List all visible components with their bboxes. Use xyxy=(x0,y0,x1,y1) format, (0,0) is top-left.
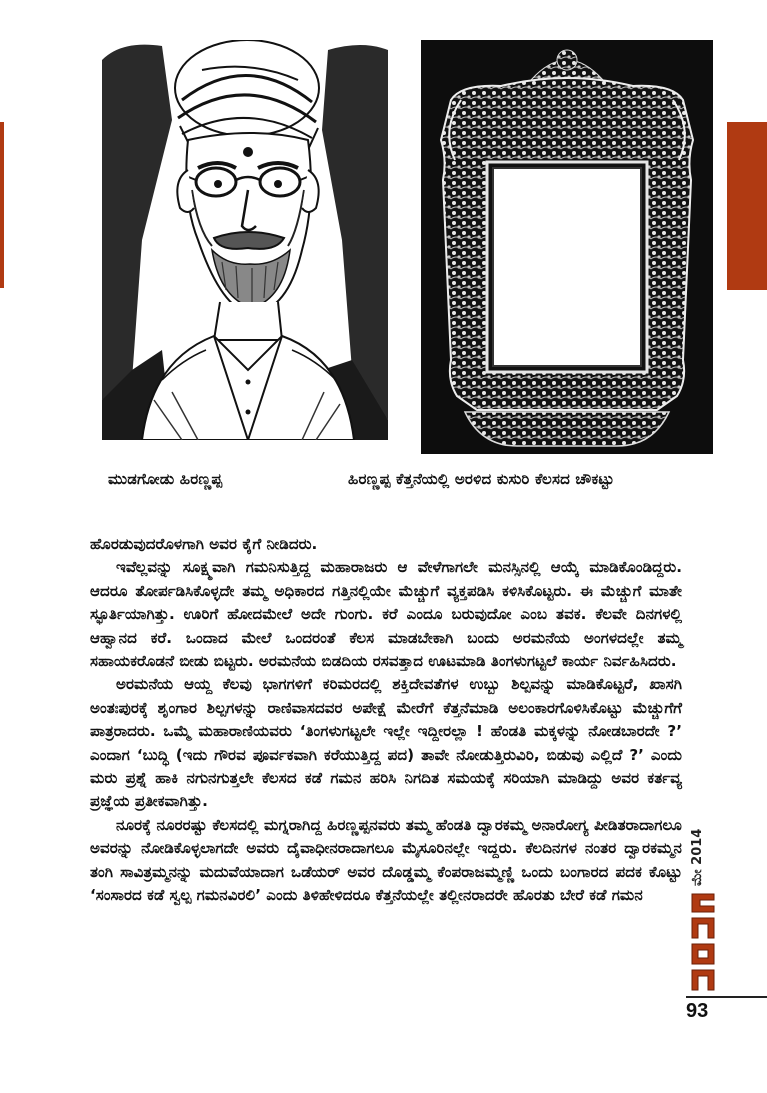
left-accent-bar xyxy=(0,122,4,288)
portrait-illustration xyxy=(102,40,388,440)
magazine-logo-icon xyxy=(690,890,716,994)
article-body xyxy=(90,533,682,908)
paragraph: ಹೊರಡುವುದರೊಳಗಾಗಿ ಅವರ ಕೈಗೆ ನೀಡಿದರು. xyxy=(90,535,318,553)
paragraph: ನೂರಕ್ಕೆ ನೂರರಷ್ಟು ಕೆಲಸದಲ್ಲಿ ಮಗ್ನರಾಗಿದ್ದ ಹಿರಣ್ಣಪ್ಪನವರು ತಮ್ಮ ಹೆಂಡತಿ ದ್ವಾರಕಮ್ಮ ಅನಾರೋಗ್ಯ ಪೀಡಿತರಾದಾಗಲೂ ಅವರನ್ನು ನೋಡಿಕೊಳ್ಳಲಾಗದೇ ಅವರು ದೈವಾಧೀನರಾದಾಗಲೂ ಮೈಸೂರಿನಲ್ಲೇ ಇದ್ದರು. ಕೆಲದಿನಗಳ ನಂತರ ದ್ವಾರಕಮ್ಮನ ತಂಗಿ ಸಾವಿತ್ರಮ್ಮನನ್ನು ಮದುವೆಯಾದಾಗ ಒಡೆಯರ್ ಅವರ ದೊಡ್ಡಮ್ಮ ಕೆಂಪರಾಜಮ್ಮಣ್ಣಿ ಒಂದು ಬಂಗಾರದ ಪದಕ ಕೊಟ್ಟು ‘ಸಂಸಾರದ ಕಡೆ ಸ್ವಲ್ಪ ಗಮನವಿರಲಿ’ ಎಂದು ತಿಳಿಹೇಳಿದರೂ ಕೆತ್ತನೆಯಲ್ಲೇ ತಲ್ಲೀನರಾದರೇ ಹೊರತು ಬೇರೆ ಕಡೆ ಗಮನ xyxy=(90,815,682,905)
carved-frame-illustration xyxy=(421,40,713,454)
frame-caption: ಹಿರಣ್ಣಪ್ಪ ಕೆತ್ತನೆಯಲ್ಲಿ ಅರಳಿದ ಕುಸುರಿ ಕೆಲಸದ ಚೌಕಟ್ಟು xyxy=(348,470,615,488)
paragraph: ಇವೆಲ್ಲವನ್ನು ಸೂಕ್ಷ್ಮವಾಗಿ ಗಮನಿಸುತ್ತಿದ್ದ ಮಹಾರಾಜರು ಆ ವೇಳೆಗಾಗಲೇ ಮನಸ್ಸಿನಲ್ಲಿ ಆಯ್ಕೆ ಮಾಡಿಕೊಂಡಿದ್ದರು. ಆದರೂ ತೋರ್ಪಡಿಸಿಕೊಳ್ಳದೇ ತಮ್ಮ ಅಧಿಕಾರದ ಗತ್ತಿನಲ್ಲಿಯೇ ಮೆಚ್ಚುಗೆ ವ್ಯಕ್ತಪಡಿಸಿ ಕಳಿಸಿಕೊಟ್ಟರು. ಈ ಮೆಚ್ಚುಗೆ ಮಾತೇ ಸ್ಫೂರ್ತಿಯಾಗಿತ್ತು. ಊರಿಗೆ ಹೋದಮೇಲೆ ಅದೇ ಗುಂಗು. ಕರೆ ಎಂದೂ ಬರುವುದೋ ಎಂಬ ತವಕ. ಕೆಲವೇ ದಿನಗಳಲ್ಲಿ ಆಹ್ವಾನದ ಕರೆ. ಒಂದಾದ ಮೇಲೆ ಒಂದರಂತೆ ಕೆಲಸ ಮಾಡಬೇಕಾಗಿ ಬಂದು ಅರಮನೆಯ ಅಂಗಳದಲ್ಲೇ ತಮ್ಮ ಸಹಾಯಕರೊಡನೆ ಬೀಡು ಬಿಟ್ಟರು. ಅರಮನೆಯ ಬಿಡದಿಯ ರಸವತ್ತಾದ ಊಟಮಾಡಿ ತಿಂಗಳುಗಟ್ಟಲೆ ಕಾರ್ಯ ನಿರ್ವಹಿಸಿದರು. xyxy=(90,558,682,671)
magazine-branding xyxy=(690,828,716,996)
issue-date: ಮೇ 2014 xyxy=(690,828,705,886)
footer-rule xyxy=(686,996,767,998)
page-number: 93 xyxy=(686,1000,709,1022)
right-accent-tab xyxy=(727,122,767,290)
paragraph: ಅರಮನೆಯ ಆಯ್ದ ಕೆಲವು ಭಾಗಗಳಿಗೆ ಕರಿಮರದಲ್ಲಿ ಶಕ್ತಿದೇವತೆಗಳ ಉಬ್ಬು ಶಿಲ್ಪವನ್ನು ಮಾಡಿಕೊಟ್ಟರೆ, ಖಾಸಗಿ ಅಂತಃಪುರಕ್ಕೆ ಶೃಂಗಾರ ಶಿಲ್ಪಗಳನ್ನು ರಾಣಿವಾಸದವರ ಅಪೇಕ್ಷೆ ಮೇರೆಗೆ ಕೆತ್ತನೆಮಾಡಿ ಅಲಂಕಾರಗೊಳಿಸಿಕೊಟ್ಟು ಮೆಚ್ಚುಗೆಗೆ ಪಾತ್ರರಾದರು. ಒಮ್ಮೆ ಮಹಾರಾಣಿಯವರು ‘ತಿಂಗಳುಗಟ್ಟಲೇ ಇಲ್ಲೇ ಇದ್ದೀರಲ್ಲಾ ! ಹೆಂಡತಿ ಮಕ್ಕಳನ್ನು ನೋಡಬಾರದೇ ?’ ಎಂದಾಗ ‘ಬುದ್ಧಿ (ಇದು ಗೌರವ ಪೂರ್ವಕವಾಗಿ ಕರೆಯುತ್ತಿದ್ದ ಪದ) ತಾವೇ ನೋಡುತ್ತಿರುವಿರಿ, ಬಿಡುವು ಎಲ್ಲಿದೆ ?’ ಎಂದು ಮರು ಪ್ರಶ್ನೆ ಹಾಕಿ ನಗುನಗುತ್ತಲೇ ಕೆಲಸದ ಕಡೆ ಗಮನ ಹರಿಸಿ ನಿಗದಿತ ಸಮಯಕ್ಕೆ ಸರಿಯಾಗಿ ಮಾಡಿದ್ದು ಅವರ ಕರ್ತವ್ಯ ಪ್ರಜ್ಞೆಯ ಪ್ರತೀಕವಾಗಿತ್ತು. xyxy=(90,675,682,811)
portrait-caption: ಮುಡಗೋಡು ಹಿರಣ್ಣಪ್ಪ xyxy=(108,470,223,488)
